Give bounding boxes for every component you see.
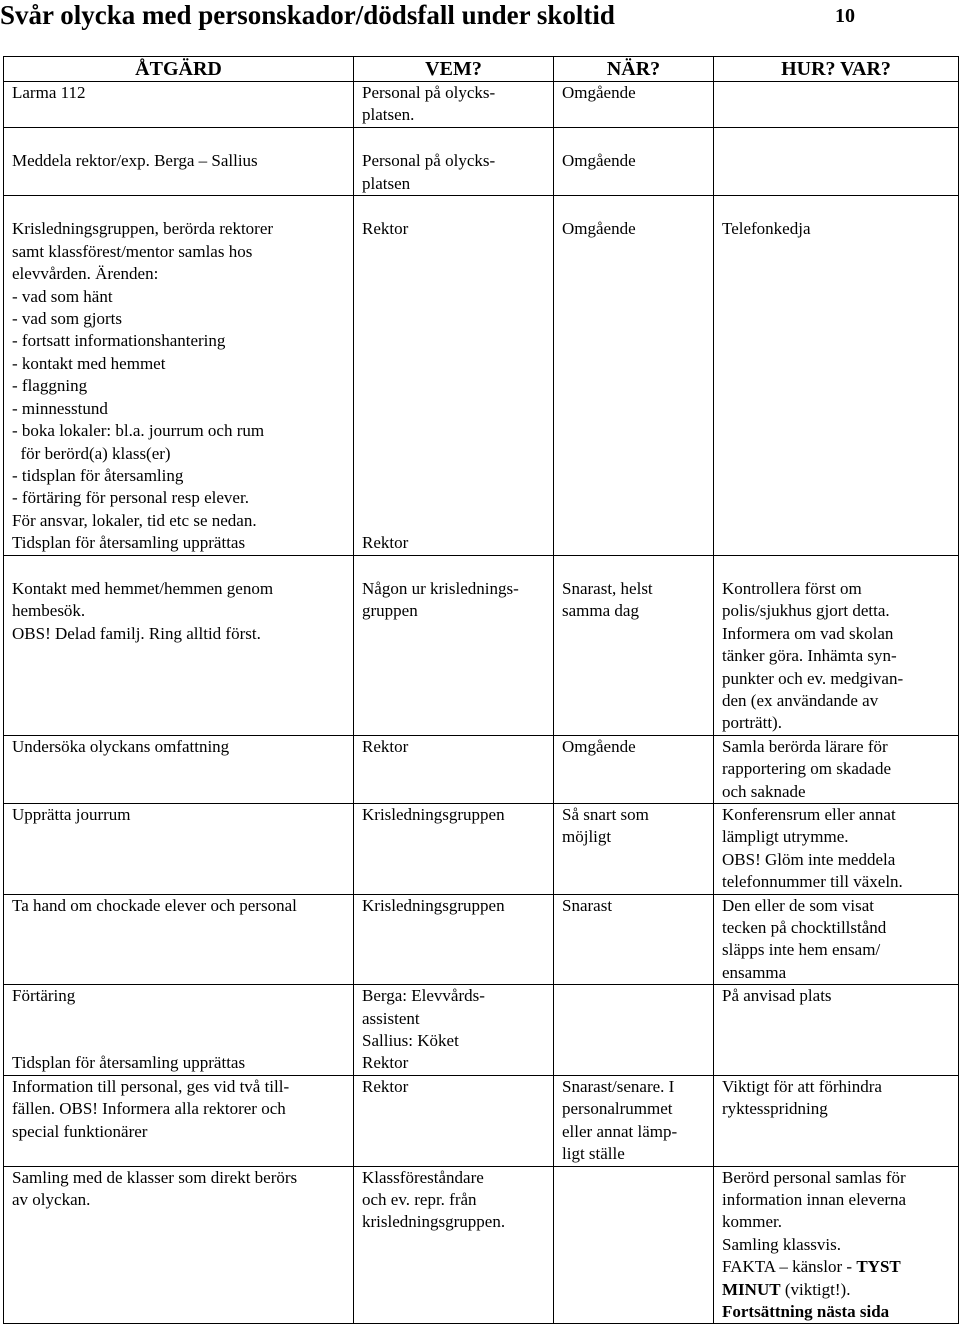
cell-nar (554, 735, 714, 803)
cell-line: ryktesspridning (722, 1099, 828, 1119)
header-hur-var: HUR? VAR? (714, 57, 959, 82)
cell-line: porträtt). (722, 713, 782, 733)
cell-line (362, 556, 553, 578)
cell-line: - tidsplan för återsamling (12, 465, 184, 485)
cell-vem (354, 82, 554, 128)
cell-line: Informera om vad skolan (722, 623, 894, 643)
cell-line: fällen. OBS! Informera alla rektorer och (12, 1099, 286, 1119)
cell-atgard (4, 735, 354, 803)
cell-line (362, 263, 553, 285)
cell-line (722, 556, 958, 578)
cell-line: Omgående (562, 219, 636, 239)
cell-line: Samling klassvis. (722, 1234, 842, 1254)
cell-line (362, 398, 553, 420)
cell-line: Någon ur krislednings- (362, 578, 519, 598)
cell-atgard (4, 894, 354, 985)
cell-line (562, 128, 713, 150)
cell-vem (354, 804, 554, 895)
cell-atgard (4, 985, 354, 1076)
cell-line: Tidsplan för återsamling upprättas (12, 533, 246, 553)
cell-line (362, 487, 553, 509)
cell-line: Kontrollera först om (722, 578, 862, 598)
cell-line (12, 196, 353, 218)
cell-line: Ta hand om chockade elever och personal (12, 895, 297, 915)
cell-line: Snarast/senare. I (562, 1076, 675, 1096)
cell-line: rapportering om skadade (722, 759, 891, 779)
cell-line (562, 196, 713, 218)
cell-line: - vad som hänt (12, 286, 113, 306)
table-row (4, 196, 959, 556)
cell-line: - minnesstund (12, 398, 108, 418)
cell-line (12, 1008, 353, 1030)
cell-hur (714, 1075, 959, 1166)
cell-line (362, 353, 553, 375)
cell-hur (714, 985, 959, 1076)
cell-line: - förtäring för personal resp elever. (12, 488, 249, 508)
table-row (4, 735, 959, 803)
continuation-note: Fortsättning nästa sida (722, 1301, 890, 1321)
page-number: 10 (835, 5, 855, 27)
cell-vem (354, 1166, 554, 1324)
cell-line: Krisledningsgruppen, berörda rektorer (12, 219, 274, 239)
cell-nar (554, 555, 714, 735)
cell-line: Omgående (562, 83, 636, 102)
cell-line: samt klassförest/mentor samlas hos (12, 241, 253, 261)
table-row (4, 894, 959, 985)
cell-line: Omgående (562, 736, 636, 756)
cell-hur (714, 196, 959, 556)
cell-line: Berörd personal samlas för (722, 1167, 906, 1187)
cell-nar (554, 985, 714, 1076)
cell-line: Larma 112 (12, 83, 86, 102)
table-body (4, 82, 959, 1324)
cell-hur (714, 82, 959, 128)
action-plan-table (3, 56, 959, 1324)
cell-nar (554, 82, 714, 128)
cell-hur (714, 1166, 959, 1324)
cell-line: Samling med de klasser som direkt berörs (12, 1167, 298, 1187)
cell-hur (714, 127, 959, 195)
cell-vem (354, 985, 554, 1076)
cell-line: Snarast, helst (562, 578, 653, 598)
cell-line: gruppen (362, 601, 418, 621)
cell-line: Personal på olycks- (362, 83, 496, 102)
cell-line (362, 510, 553, 532)
cell-line: Förtäring (12, 986, 76, 1006)
cell-line (562, 556, 713, 578)
cell-line: punkter och ev. medgivan- (722, 668, 904, 688)
cell-atgard (4, 82, 354, 128)
cell-nar (554, 894, 714, 985)
table-row (4, 1166, 959, 1324)
cell-line: Rektor (362, 736, 409, 756)
cell-line: samma dag (562, 601, 639, 621)
cell-nar (554, 804, 714, 895)
fakta-bold: TYST (856, 1257, 901, 1277)
table-row (4, 985, 959, 1076)
cell-nar (554, 127, 714, 195)
cell-line: tänker göra. Inhämta syn- (722, 646, 897, 666)
cell-line (362, 330, 553, 352)
cell-line: elevvården. Ärenden: (12, 264, 159, 284)
cell-hur (714, 555, 959, 735)
cell-line: kommer. (722, 1212, 782, 1232)
cell-line (362, 375, 553, 397)
cell-line: ligt ställe (562, 1144, 625, 1164)
cell-line (722, 196, 958, 218)
cell-line: och ev. repr. från (362, 1189, 477, 1209)
cell-line: Så snart som (562, 805, 649, 824)
cell-hur (714, 735, 959, 803)
cell-line: Rektor (362, 219, 409, 239)
cell-line (362, 196, 553, 218)
cell-line: - vad som gjorts (12, 309, 123, 329)
cell-line: Berga: Elevvårds- (362, 986, 485, 1006)
cell-line: Omgående (562, 151, 636, 171)
cell-line: Snarast (562, 895, 613, 915)
fakta-prefix: FAKTA – känslor - (722, 1257, 857, 1277)
cell-line: Samla berörda lärare för (722, 736, 888, 756)
cell-line: Klassföreståndare (362, 1167, 484, 1187)
header-vem: VEM? (354, 57, 554, 82)
cell-line (362, 128, 553, 150)
cell-line: Kontakt med hemmet/hemmen genom (12, 578, 274, 598)
cell-line (362, 241, 553, 263)
table-header-row (4, 57, 959, 82)
cell-line (362, 465, 553, 487)
cell-line: På anvisad plats (722, 986, 832, 1006)
cell-line: Undersöka olyckans omfattning (12, 736, 230, 756)
cell-line: Viktigt för att förhindra (722, 1076, 882, 1096)
cell-vem (354, 127, 554, 195)
cell-vem (354, 1075, 554, 1166)
cell-line: För ansvar, lokaler, tid etc se nedan. (12, 510, 257, 530)
cell-line: assistent (362, 1008, 420, 1028)
cell-line: Konferensrum eller annat (722, 805, 896, 824)
cell-line: - flaggning (12, 376, 88, 396)
cell-vem (354, 555, 554, 735)
cell-atgard (4, 1075, 354, 1166)
cell-line: personalrummet (562, 1099, 673, 1119)
cell-line: - fortsatt informationshantering (12, 331, 226, 351)
cell-atgard (4, 196, 354, 556)
cell-line: krisledningsgruppen. (362, 1212, 506, 1232)
cell-line: släpps inte hem ensam/ (722, 940, 881, 960)
cell-nar (554, 196, 714, 556)
cell-line: Meddela rektor/exp. Berga – Sallius (12, 151, 258, 171)
cell-line: platsen. (362, 105, 415, 125)
cell-line: Information till personal, ges vid två till- (12, 1076, 290, 1096)
cell-line: Rektor (362, 1053, 409, 1073)
cell-line: den (ex användande av (722, 690, 879, 710)
cell-nar (554, 1075, 714, 1166)
minut-suffix: (viktigt!). (780, 1279, 851, 1299)
cell-line (362, 286, 553, 308)
cell-nar (554, 1166, 714, 1324)
cell-line: information innan eleverna (722, 1189, 907, 1209)
cell-vem (354, 894, 554, 985)
cell-line: Upprätta jourrum (12, 805, 131, 824)
cell-line: hembesök. (12, 601, 86, 621)
cell-line: OBS! Delad familj. Ring alltid först. (12, 623, 261, 643)
cell-line (362, 308, 553, 330)
cell-line: Telefonkedja (722, 219, 811, 239)
cell-line: tecken på chocktillstånd (722, 918, 887, 938)
cell-line (362, 420, 553, 442)
header-nar: NÄR? (554, 57, 714, 82)
cell-line: telefonnummer till växeln. (722, 872, 903, 892)
cell-line: ensamma (722, 962, 787, 982)
cell-hur (714, 804, 959, 895)
cell-line: polis/sjukhus gjort detta. (722, 601, 890, 621)
cell-vem (354, 735, 554, 803)
cell-line: möjligt (562, 827, 612, 847)
cell-line: platsen (362, 173, 411, 193)
cell-line: special funktionärer (12, 1121, 148, 1141)
cell-line: lämpligt utrymme. (722, 827, 849, 847)
cell-line: Sallius: Köket (362, 1031, 459, 1051)
cell-line: eller annat lämp- (562, 1121, 678, 1141)
cell-line: Krisledningsgruppen (362, 805, 505, 824)
page-title: Svår olycka med personskador/dödsfall under skoltid (0, 0, 615, 30)
cell-line: Personal på olycks- (362, 151, 496, 171)
cell-atgard (4, 1166, 354, 1324)
header-atgard: ÅTGÄRD (4, 57, 354, 82)
fakta-line (722, 1256, 958, 1278)
table-row (4, 804, 959, 895)
minut-bold: MINUT (722, 1279, 781, 1299)
table-row (4, 555, 959, 735)
table-row (4, 127, 959, 195)
cell-line (12, 128, 353, 150)
cell-line (12, 1030, 353, 1052)
cell-line: för berörd(a) klass(er) (12, 443, 171, 463)
cell-line: Den eller de som visat (722, 895, 875, 915)
cell-line: Krisledningsgruppen (362, 895, 505, 915)
cell-atgard (4, 127, 354, 195)
cell-line: Rektor (362, 1076, 409, 1096)
cell-line (362, 443, 553, 465)
cell-line: - kontakt med hemmet (12, 353, 166, 373)
cell-vem (354, 196, 554, 556)
cell-hur (714, 894, 959, 985)
cell-atgard (4, 804, 354, 895)
minut-line (722, 1279, 958, 1301)
cell-line: Rektor (362, 533, 409, 553)
cell-line: och saknade (722, 781, 806, 801)
cell-line: OBS! Glöm inte meddela (722, 849, 896, 869)
table-row (4, 1075, 959, 1166)
cell-line: av olyckan. (12, 1189, 91, 1209)
cell-line (12, 556, 353, 578)
cell-line: - boka lokaler: bl.a. jourrum och rum (12, 421, 265, 441)
table-row (4, 82, 959, 128)
cell-atgard (4, 555, 354, 735)
cell-line: Tidsplan för återsamling upprättas (12, 1053, 246, 1073)
